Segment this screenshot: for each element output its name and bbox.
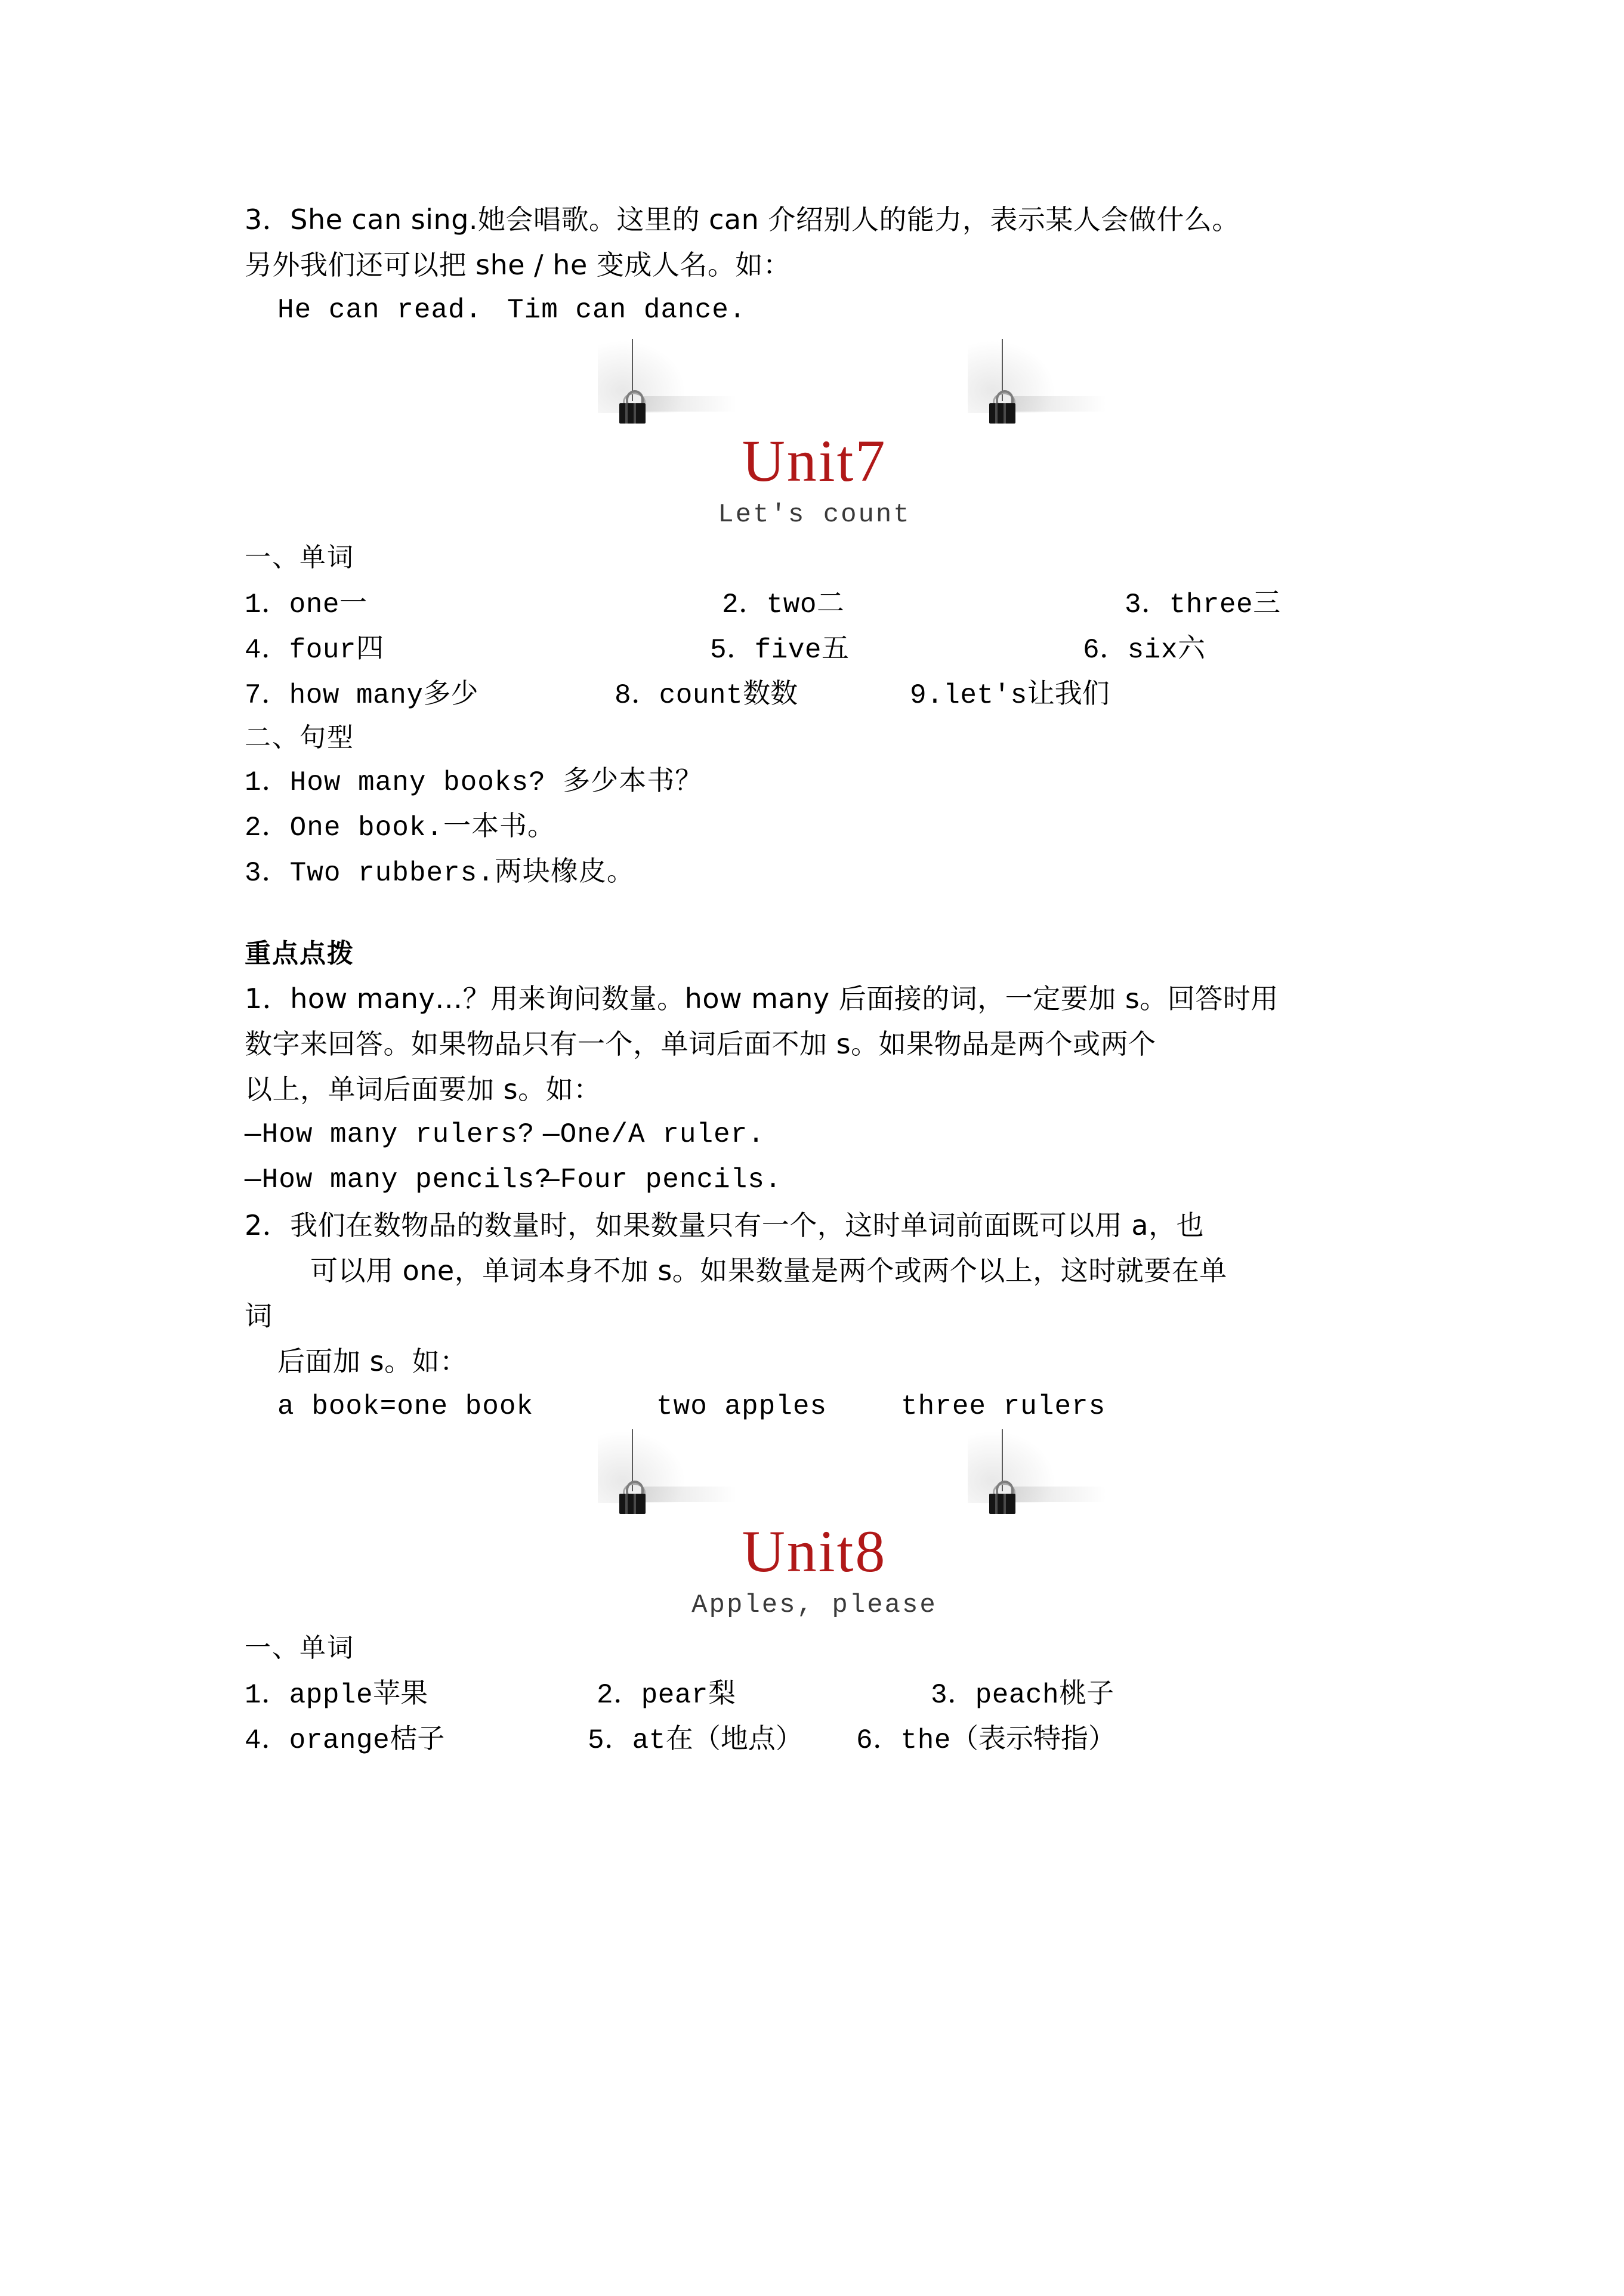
word-english: peach xyxy=(975,1680,1060,1711)
word-english: the xyxy=(900,1725,951,1756)
example-question: —How many pencils? xyxy=(245,1164,552,1195)
word-chinese: 二 xyxy=(816,586,844,619)
keypoint2-line3: 词 xyxy=(245,1300,273,1332)
unit7-words-row-3 xyxy=(245,670,1384,716)
unit8-words-row-1 xyxy=(245,1670,1384,1716)
word-english: apple xyxy=(289,1680,373,1711)
example-answer: —Four pencils. xyxy=(543,1164,782,1195)
clip-body xyxy=(989,1494,1015,1514)
keypoint1-example-row-2 xyxy=(245,1157,1384,1203)
unit7-words-heading: 一、单词 xyxy=(245,542,354,573)
clip-shadow xyxy=(1011,396,1106,412)
keypoint2-line4: 后面加 s。如： xyxy=(277,1345,468,1377)
word-number: 5． xyxy=(710,635,755,666)
word-chinese: 桔子 xyxy=(390,1722,445,1754)
word-number: 5． xyxy=(588,1725,632,1756)
clip-body xyxy=(619,403,646,424)
word-english: count xyxy=(659,680,743,711)
word-number: 7． xyxy=(245,680,289,711)
keypoint1-line3: 以上，单词后面要加 s。如： xyxy=(245,1073,601,1105)
word-chinese: 苹果 xyxy=(373,1677,428,1709)
clip-body xyxy=(619,1494,646,1514)
clip-body xyxy=(989,403,1015,424)
word-chinese: （表示特指） xyxy=(950,1722,1116,1754)
clip-decoration-unit7 xyxy=(245,339,1384,428)
word-number: 6． xyxy=(1083,635,1128,666)
intro-example-left: He can read. xyxy=(277,295,483,326)
word-english: how many xyxy=(289,680,424,711)
word-english: pear xyxy=(641,1680,709,1711)
unit7-pattern-2: 2．One book.一本书。 xyxy=(245,812,556,843)
unit8-title: Unit8 xyxy=(742,1518,887,1584)
keypoint1-line2: 数字来回答。如果物品只有一个，单词后面不加 s。如果物品是两个或两个 xyxy=(245,1028,1156,1060)
word-chinese: 五 xyxy=(822,632,850,664)
keypoint2-line1: 2．我们在数物品的数量时，如果数量只有一个，这时单词前面既可以用 a，也 xyxy=(245,1209,1205,1241)
word-english: two xyxy=(766,589,817,620)
word-chinese: 三 xyxy=(1253,586,1281,619)
word-chinese: 四 xyxy=(356,632,384,664)
intro-examples-row xyxy=(245,288,1384,339)
word-chinese: 数数 xyxy=(743,677,798,709)
word-number: 9. xyxy=(910,680,944,711)
clip-shadow xyxy=(641,1487,736,1502)
intro-item3-line2: 另外我们还可以把 she / he 变成人名。如： xyxy=(245,249,791,281)
unit7-title: Unit7 xyxy=(742,428,887,494)
word-english: let's xyxy=(943,680,1027,711)
intro-item3-line1: 3．She can sing.她会唱歌。这里的 can 介绍别人的能力，表示某人会做什么。 xyxy=(245,203,1240,236)
word-number: 4． xyxy=(245,635,289,666)
unit7-pattern-1: 1．How many books? 多少本书？ xyxy=(245,767,703,798)
word-chinese: 多少 xyxy=(423,677,478,709)
word-number: 6． xyxy=(856,1725,901,1756)
word-number: 2． xyxy=(597,1680,641,1711)
word-number: 8． xyxy=(615,680,659,711)
word-chinese: 在（地点） xyxy=(665,1722,803,1754)
unit7-keypoints-heading: 重点点拨 xyxy=(245,938,354,969)
word-chinese: 六 xyxy=(1177,632,1205,664)
intro-example-right: Tim can dance. xyxy=(507,295,746,326)
word-number: 3． xyxy=(1125,589,1169,620)
binder-clip-icon xyxy=(615,1429,650,1519)
count-example-3: three rulers xyxy=(901,1391,1106,1422)
word-number: 4． xyxy=(245,1725,289,1756)
example-question: —How many rulers? xyxy=(245,1119,535,1150)
keypoint1-line1: 1．how many…？用来询问数量。how many 后面接的词，一定要加 s。回答时用 xyxy=(245,982,1279,1015)
unit7-patterns-heading: 二、句型 xyxy=(245,722,354,753)
unit8-words-heading: 一、单词 xyxy=(245,1633,354,1663)
word-number: 1． xyxy=(245,1680,289,1711)
word-number: 3． xyxy=(931,1680,975,1711)
word-number: 2． xyxy=(722,589,767,620)
document-content xyxy=(245,197,1384,1761)
unit7-pattern-3: 3．Two rubbers.两块橡皮。 xyxy=(245,858,635,889)
word-english: orange xyxy=(289,1725,390,1756)
word-english: six xyxy=(1127,635,1178,666)
word-english: three xyxy=(1169,589,1253,620)
clip-decoration-unit8 xyxy=(245,1429,1384,1519)
binder-clip-icon xyxy=(984,339,1020,428)
binder-clip-icon xyxy=(984,1429,1020,1519)
clip-shadow xyxy=(1011,1487,1106,1502)
word-english: one xyxy=(289,589,339,620)
unit8-words-row-2 xyxy=(245,1716,1384,1761)
unit8-subtitle: Apples, please xyxy=(691,1590,937,1620)
word-chinese: 一 xyxy=(339,586,367,619)
binder-clip-icon xyxy=(615,339,650,428)
word-chinese: 桃子 xyxy=(1059,1677,1114,1709)
unit7-words-row-2 xyxy=(245,625,1384,670)
unit7-subtitle: Let's count xyxy=(718,500,911,530)
clip-shadow xyxy=(641,396,736,412)
keypoint2-examples-row xyxy=(245,1384,1384,1429)
word-english: five xyxy=(754,635,822,666)
count-example-1: a book=one book xyxy=(277,1391,534,1422)
word-chinese: 让我们 xyxy=(1027,677,1110,709)
word-chinese: 梨 xyxy=(708,1677,736,1709)
word-english: at xyxy=(632,1725,666,1756)
word-english: four xyxy=(289,635,357,666)
keypoint2-line2: 可以用 one，单词本身不加 s。如果数量是两个或两个以上，这时就要在单 xyxy=(310,1254,1227,1287)
unit7-words-row-1 xyxy=(245,580,1384,625)
spacer xyxy=(245,896,1384,932)
word-number: 1． xyxy=(245,589,289,620)
count-example-2: two apples xyxy=(656,1391,828,1422)
keypoint1-example-row-1 xyxy=(245,1112,1384,1157)
example-answer: —One/A ruler. xyxy=(543,1119,765,1150)
